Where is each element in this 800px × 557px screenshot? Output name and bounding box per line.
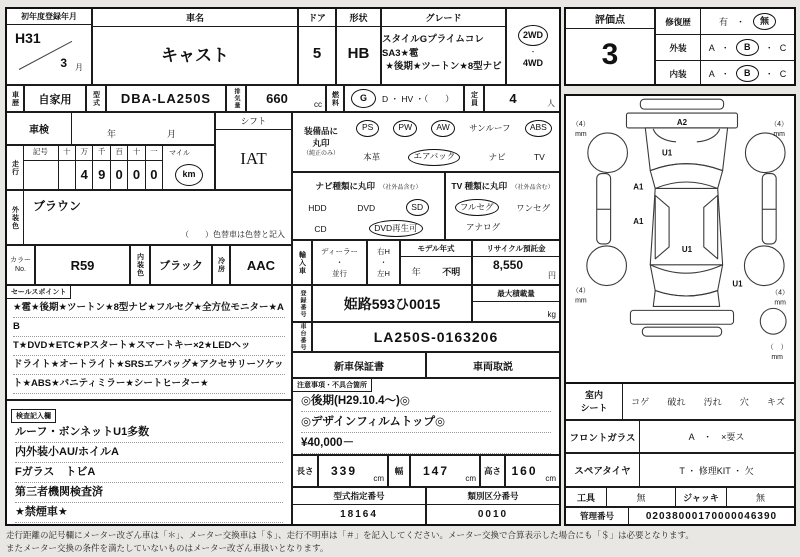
equip-pw: PW [393,120,417,137]
import-dealer-cell [312,240,367,285]
shift-label: シフト [216,113,291,130]
tread-unit-spare: mm [771,353,783,361]
width-value: 147 [422,464,450,478]
inspector-line1: ルーフ・ボンネットU1多数 [15,423,283,443]
chassis-label-cell [292,322,312,352]
management-no-cell [565,507,795,525]
seat-stain: 汚れ [703,397,722,407]
damage-marker-a1-upper: A1 [633,182,644,192]
notes-line1: ◎後期(H29.10.4～)◎ [301,391,551,412]
height-unit: cm [545,474,556,483]
tread-unit-front-right: mm [773,130,785,138]
shape-cell [336,8,381,85]
grade-cell [381,8,506,85]
ac-label-cell [212,245,230,285]
class-no-cell [426,487,560,525]
repair-history-row [656,9,794,35]
nav-type-cell [292,172,445,240]
displacement-label-cell [226,85,246,112]
inspector-line3: Fガラス トビA [15,463,283,483]
car-name-value: キャスト [161,46,229,65]
sales-line4: ドライト★オートライト★SRSエアバッグ★アクセサリーソケッ [13,356,285,375]
seat-hole: 穴 [739,397,749,407]
tools-value: 無 [607,488,676,506]
door-cell [298,8,336,85]
displacement-label: 排気量 [233,88,239,109]
model-year-label: モデル年式 [401,241,471,257]
grade-label: グレード [382,9,505,27]
interior-grade-c: C [779,68,787,79]
class-no-label: 類別区分番号 [427,488,559,505]
equip-navi: ナビ [488,152,506,162]
mileage-d-100k [59,161,76,189]
import-dealer: ディーラー [321,246,358,256]
exterior-dot2: ・ [764,43,774,53]
damage-marker-u1-hood: U1 [662,148,673,158]
max-load-unit: kg [547,310,556,319]
footer-line1: 走行距離の記号欄にメーター改ざん車は「＊」、メーター交換車は「＄」、走行不明車は「＃」を記入してください。メーター交換で合算表示した場合にも「＄」は必要となります。 [6,530,694,540]
drive-selected: 2WD [518,25,548,46]
width-unit: cm [465,474,476,483]
length-label: 長さ [292,455,318,487]
equip-row2 [349,143,559,171]
equip-label-3: （純正のみ） [302,150,339,157]
repair-history-label: 修復歴 [656,9,701,34]
nav-dvd-play: DVD再生可 [369,220,422,237]
exterior-grade-b-circled: B [736,39,759,56]
reg-no-label: 登録番号 [299,289,305,318]
mileage-h-10: 十 [128,146,145,160]
tread-unit-front-left: mm [575,130,587,138]
recycle-unit: 円 [548,271,556,280]
notes-label: 注意事項・不具合箇所 [292,378,372,392]
interior-dot2: ・ [764,69,774,79]
management-no-value: 02038000170000046390 [645,510,778,522]
model-year-value: 不明 [442,266,461,277]
max-load-label: 最大積載量 [473,286,559,302]
color-no-label2: No. [15,266,26,273]
sales-line1: ★雹★後期★ツートン★8型ナビ★フルセグ★全方位モニター★A [13,299,285,318]
displacement-unit: cc [314,100,322,109]
recycle-value: 8,550 [492,258,524,272]
mileage-d-1: 0 [146,161,163,189]
fuel-cell [344,85,464,112]
reg-no-label-cell [292,285,312,322]
color-no-label1: カラー [10,256,31,264]
import-parallel: 並行 [332,269,347,279]
fuel-selected: G [351,89,376,108]
tread-depth-rear-left: （4） [572,287,590,295]
windshield-label: フロントガラス [566,421,640,452]
sales-line3: T★DVD★ETC★Pスタート★スマートキー×2★LEDヘッ [13,337,285,356]
equip-tv: TV [533,152,545,162]
mileage-label: 走行 [11,159,19,176]
tread-unit-rear-left: mm [575,297,587,305]
sales-line2: B [13,318,285,337]
first-registration-label: 初年度登録年月 [7,9,91,25]
seat-label-1: 室内 [584,389,603,400]
model-code-label-cell [86,85,106,112]
reg-era: H31 [15,30,41,46]
fuel-options: D ・ HV ・（ ） [382,93,454,104]
sales-point-label: セールスポイント [6,285,71,299]
length-unit: cm [373,474,384,483]
mileage-mile-label: マイル [169,150,190,157]
reg-month-unit: 月 [75,63,83,72]
repair-yes: 有 [718,17,728,27]
equip-leather: 本革 [363,152,381,162]
tv-oneseg: ワンセグ [516,202,551,213]
shift-value: IAT [240,149,267,168]
interior-color-label: 内装色 [136,253,144,277]
car-name-label: 車名 [93,9,297,27]
height-cell [505,455,560,487]
import-label-cell [292,240,312,285]
nav-type-title: ナビ種類に丸印 [315,181,376,191]
capacity-cell [484,85,560,112]
type-designation-cell [292,487,426,525]
nav-row2 [293,220,444,237]
model-year-cell [400,240,472,285]
equipment-cell [292,112,560,172]
mileage-d-100: 0 [111,161,128,189]
class-no-value: 0010 [477,508,509,520]
fuel-label-cell [326,85,344,112]
import-lh: 左H [377,269,390,279]
interior-color-value: ブラック [150,245,212,285]
notes-cell [292,378,560,455]
tools-row [565,487,795,507]
equip-row1 [349,113,559,143]
windshield-value: A ・ ×要ス [688,432,745,442]
equip-airbag: エアバック [408,149,460,166]
width-cell [410,455,480,487]
import-dot1: ・ [335,257,344,267]
length-cell [318,455,388,487]
management-no-label: 管理番号 [566,508,629,524]
jack-label: ジャッキ [676,488,727,506]
equip-label-2: 丸印 [312,137,330,148]
ac-label: 冷房 [217,257,225,273]
shaken-cell [6,112,215,145]
capacity-value: 4 [509,91,517,106]
tv-row1 [446,199,559,216]
type-designation-label: 型式指定番号 [293,488,425,505]
mileage-h-1: 一 [146,146,163,160]
evaluation-score: 3 [601,38,619,71]
nav-cd: CD [314,223,327,234]
history-value: 自家用 [24,85,86,112]
damage-marker-a1-lower: A1 [633,217,644,227]
exterior-grade-c: C [779,42,787,53]
damage-marker-a2: A2 [676,118,688,127]
chassis-label: 車台番号 [299,323,305,351]
shape-value: HB [347,45,370,62]
inspector-line2: 内外装小AU/ホイルA [15,443,283,463]
spare-tire-cell [565,453,795,487]
first-registration-value [7,25,91,78]
door-value: 5 [312,45,322,62]
reg-no-value: 姫路593ひ0015 [312,285,472,322]
car-diagram [566,96,794,382]
mileage-km-unit: km [175,164,203,186]
equip-abs: ABS [525,120,552,137]
import-handle-cell [367,240,400,285]
interior-color-label-cell [130,245,150,285]
sales-line5: ト★ABS★バニティミラー★シートヒーター★ [13,375,285,394]
seat-tear: 破れ [667,397,686,407]
type-designation-value: 18164 [340,508,378,520]
chassis-value: LA250S-0163206 [312,322,560,352]
capacity-label-cell [464,85,484,112]
exterior-grade-row [656,35,794,61]
spare-tire-value: T ・ 修理KIT ・ 欠 [679,465,754,476]
jack-value: 無 [755,492,765,503]
evaluation-label: 評価点 [566,9,654,29]
equip-label-1: 装備品に [303,125,338,136]
mileage-digits [23,161,163,189]
warranty-cell: 新車保証書 [292,352,426,378]
tv-type-sub: （社外品含む） [511,185,554,191]
history-label: 車歴 [11,90,19,107]
interior-grade-a: A [708,68,715,79]
interior-dot1: ・ [720,69,730,79]
color-no-value: R59 [35,245,130,285]
seat-scratch: キズ [767,397,785,407]
evaluation-detail-cell [655,8,795,85]
mileage-h-100: 百 [111,146,128,160]
equip-ps: PS [356,120,379,137]
tread-depth-front-left: （4） [572,120,590,128]
capacity-label: 定員 [470,90,478,107]
exterior-color-note: （ ）色替車は色替と記入 [181,230,285,239]
mileage-d-1k: 9 [93,161,110,189]
tread-depth-front-right: （4） [770,120,788,128]
exterior-color-label: 外装色 [11,205,19,230]
tv-type-title: TV 種類に丸印 [451,181,508,191]
drive-type-cell [506,8,560,85]
exterior-dot1: ・ [720,43,730,53]
car-name-cell [92,8,298,85]
windshield-cell [565,420,795,453]
history-label-cell [6,85,24,112]
repair-dot: ・ [736,17,746,27]
nav-type-sub: （社外品含む） [379,185,422,191]
damage-marker-u1-center: U1 [681,244,693,254]
height-value: 160 [511,464,538,478]
import-label: 輸入車 [298,250,306,275]
inspector-notes-label: 検査記入欄 [11,409,56,423]
damage-marker-u1-rear: U1 [732,279,743,289]
reg-month: 3 [60,56,67,70]
footer-disclaimer [6,529,796,555]
interior-grade-label: 内装 [656,61,701,86]
seat-label-2: シート [580,402,608,413]
tools-label: 工具 [566,488,607,506]
width-label: 幅 [388,455,410,487]
mileage-headers [23,146,163,161]
repair-no-circled: 無 [753,13,776,30]
exterior-color-value: ブラウン [33,199,82,213]
mileage-table [23,146,163,189]
model-code-value: DBA-LA250S [106,85,226,112]
notes-line2: ◎デザインフィルムトップ◎ [301,412,551,433]
inspector-line5: ★禁煙車★ [15,503,283,523]
model-code-label: 型式 [92,90,100,107]
capacity-unit: 人 [547,99,555,108]
recycle-cell [472,240,560,285]
manual-cell: 車両取説 [426,352,560,378]
equip-aw: AW [431,120,454,137]
mileage-d-10: 0 [128,161,145,189]
displacement-value: 660 [266,91,288,106]
mileage-d-10k: 4 [76,161,93,189]
drive-dot: ・ [529,49,537,56]
shift-cell [215,112,292,190]
grade-line2: ★後期★ツートン★8型ナビ [385,61,502,73]
mileage-h-sign: 記号 [23,146,59,160]
shape-label: 形状 [337,9,380,27]
model-year-unit: 年 [411,266,421,277]
tv-type-cell [445,172,560,240]
seat-condition-cell [565,383,795,420]
tv-row2 [446,221,559,233]
recycle-label: リサイクル預託金 [473,241,559,257]
inspector-line4: 第三者機関検査済 [15,483,283,503]
exterior-color-cell [6,190,292,245]
shaken-month-unit: 月 [167,129,177,139]
tread-unit-rear-right: mm [774,299,786,307]
exterior-grade-a: A [708,42,715,53]
shaken-label: 車検 [7,113,72,144]
inspector-notes-cell [6,400,292,525]
door-label: ドア [299,9,335,27]
nav-dvd: DVD [357,202,376,213]
footer-line2: またメーター交換の条件を満たしていないものはメーター改ざん車扱いとなります。 [6,542,329,553]
evaluation-score-cell [565,8,655,85]
mileage-cell [6,145,215,190]
seat-burn: コゲ [631,397,650,407]
seat-options [622,384,794,419]
exterior-grade-label: 外装 [656,35,701,60]
equip-sunroof: サンルーフ [469,123,511,133]
nav-row1 [293,199,444,216]
car-diagram-cell [565,95,795,383]
grade-line1: スタイルGプライムコレSA3★雹 [382,33,484,59]
color-no-label-cell [6,245,35,285]
mileage-h-10k: 万 [76,146,93,160]
tread-depth-spare: （ ） [766,344,788,352]
length-value: 339 [330,464,358,478]
interior-grade-row [656,61,794,86]
nav-sd: SD [406,199,429,216]
import-rh: 右H [377,246,390,256]
height-label: 高さ [480,455,505,487]
displacement-cell [246,85,326,112]
mileage-label-cell [7,146,24,189]
nav-hdd: HDD [308,202,327,213]
mileage-d-sign [23,161,59,189]
mileage-h-1k: 千 [93,146,110,160]
notes-line3: ¥40,000－ [301,433,551,454]
tv-fullseg: フルセグ [455,199,499,216]
tv-analog: アナログ [466,222,501,232]
tread-depth-rear-right: （4） [771,289,789,297]
spare-tire-label: スペアタイヤ [566,454,640,486]
sales-point-cell [6,285,292,400]
fuel-label: 燃料 [331,90,339,107]
interior-grade-b-circled: B [736,65,759,82]
import-dot2: ・ [379,257,388,267]
shaken-year-unit: 年 [107,129,117,139]
mileage-h-100k: 十 [59,146,76,160]
ac-value: AAC [230,245,292,285]
drive-other: 4WD [523,58,543,68]
first-registration-cell [6,8,92,85]
max-load-cell [472,285,560,322]
